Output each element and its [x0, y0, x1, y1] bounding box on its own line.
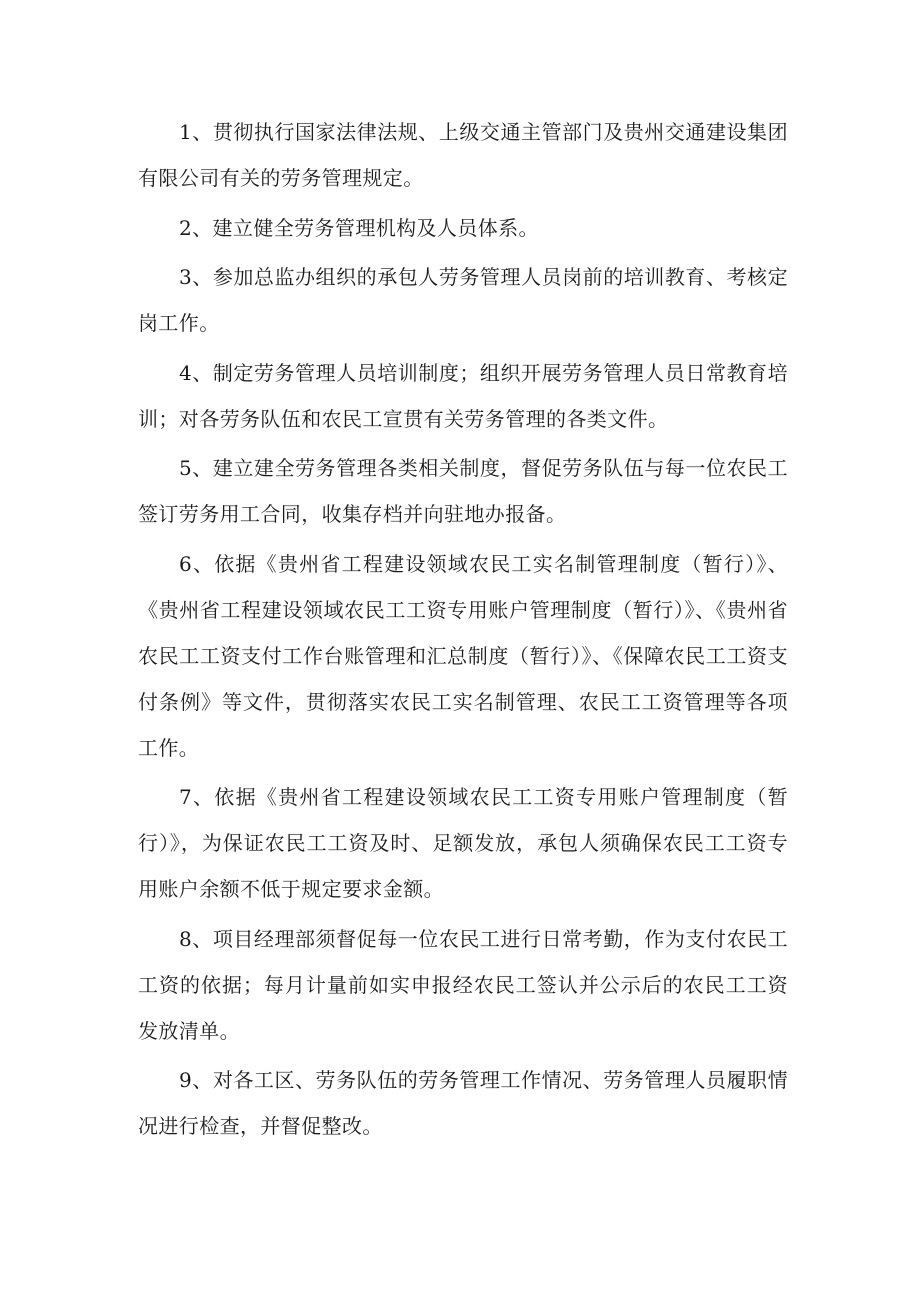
paragraph-8: 8、项目经理部须督促每一位农民工进行日常考勤，作为支付农民工工资的依据；每月计量前如实申报经农民工签认并公示后的农民工工资发放清单。 — [138, 926, 788, 1043]
paragraph-7: 7、依据《贵州省工程建设领域农民工工资专用账户管理制度（暂行）》，为保证农民工工资及时、足额发放，承包人须确保农民工工资专用账户余额不低于规定要求金额。 — [138, 785, 788, 901]
paragraph-4: 4、制定劳务管理人员培训制度；组织开展劳务管理人员日常教育培训；对各劳务队伍和农民工宣贯有关劳务管理的各类文件。 — [138, 360, 788, 431]
paragraph-9: 9、对各工区、劳务队伍的劳务管理工作情况、劳务管理人员履职情况进行检查，并督促整改。 — [138, 1068, 788, 1138]
paragraph-2: 2、建立健全劳务管理机构及人员体系。 — [179, 215, 539, 240]
paragraph-6: 6、依据《贵州省工程建设领域农民工实名制管理制度（暂行）》、《贵州省工程建设领域农民工工资专用账户管理制度（暂行）》、《贵州省农民工工资支付工作台账管理和汇总制度（暂行）》、《保障农民工工资支付条例》等文件，贯彻落实农民工实名制管理、农民工工资管理等各项工作。 — [138, 551, 788, 760]
paragraph-3: 3、参加总监办组织的承包人劳务管理人员岗前的培训教育、考核定岗工作。 — [138, 265, 788, 335]
paragraph-5: 5、建立建全劳务管理各类相关制度，督促劳务队伍与每一位农民工签订劳务用工合同，收集存档并向驻地办报备。 — [138, 456, 788, 526]
paragraph-1: 1、贯彻执行国家法律法规、上级交通主管部门及贵州交通建设集团有限公司有关的劳务管理规定。 — [138, 120, 788, 190]
document-body — [138, 109, 788, 1153]
